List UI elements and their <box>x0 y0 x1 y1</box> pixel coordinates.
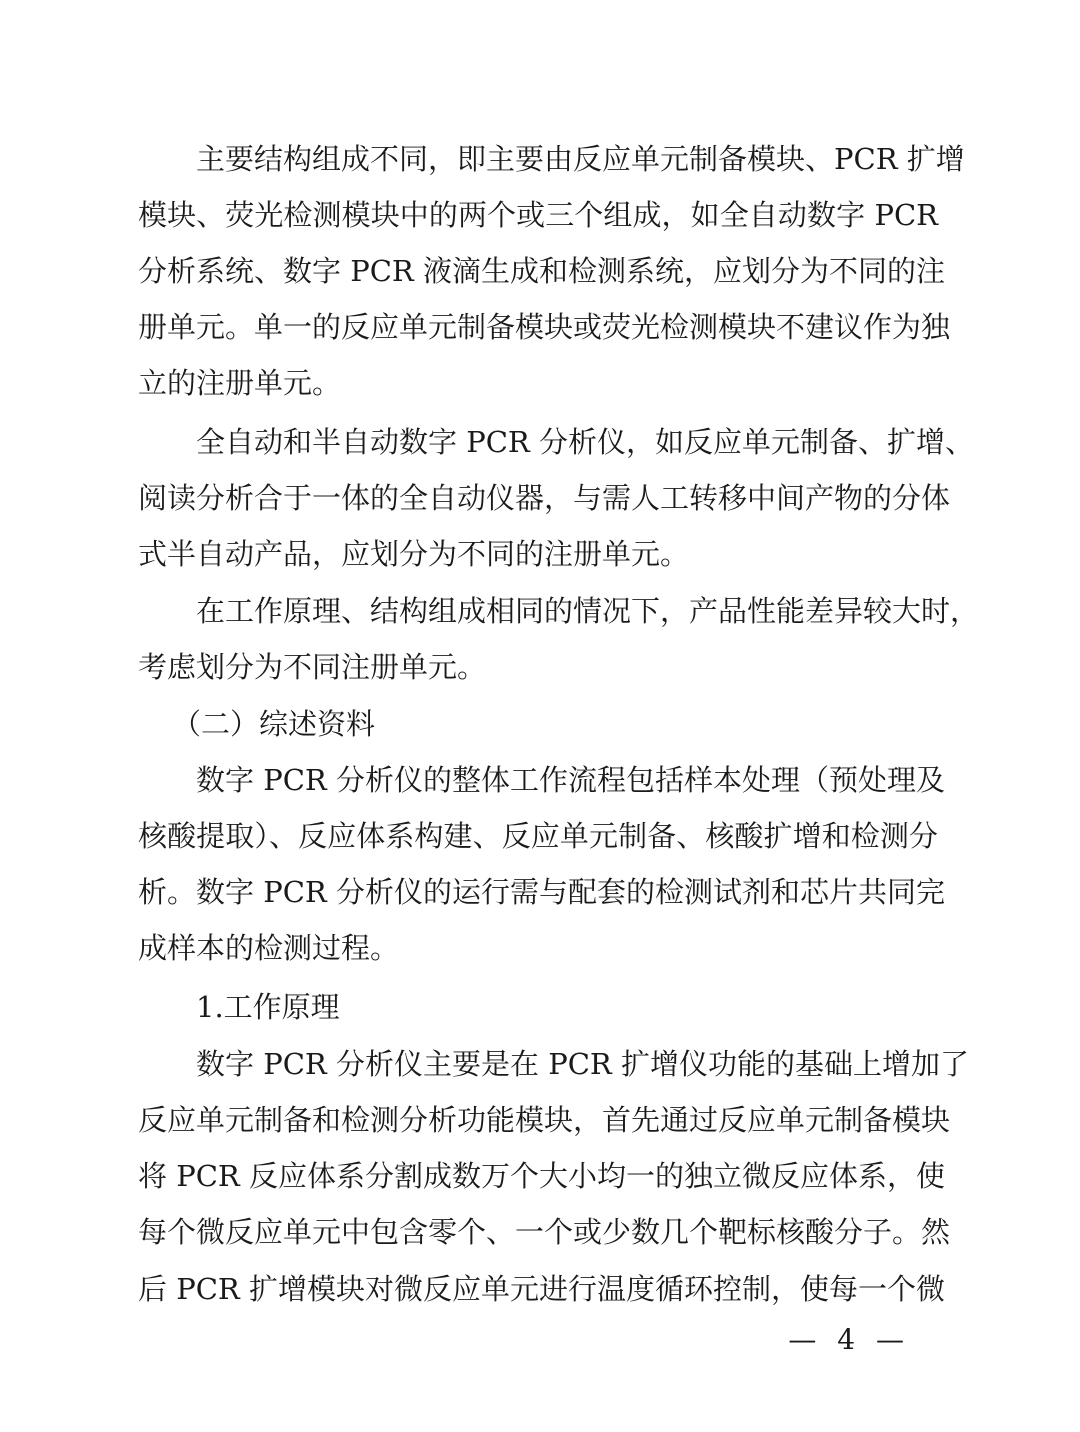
body-line: 主要结构组成不同，即主要由反应单元制备模块、PCR 扩增 <box>196 142 965 176</box>
body-line: 析。数字 PCR 分析仪的运行需与配套的检测试剂和芯片共同完 <box>138 875 945 909</box>
body-line: 成样本的检测过程。 <box>138 931 400 965</box>
body-line: 反应单元制备和检测分析功能模块，首先通过反应单元制备模块 <box>138 1103 951 1137</box>
body-line: 式半自动产品，应划分为不同的注册单元。 <box>138 537 690 571</box>
body-line: 后 PCR 扩增模块对微反应单元进行温度循环控制，使每一个微 <box>138 1272 945 1306</box>
body-line: 立的注册单元。 <box>138 366 342 400</box>
section-heading: （二）综述资料 <box>172 707 376 741</box>
body-line: 阅读分析合于一体的全自动仪器，与需人工转移中间产物的分体 <box>138 481 951 515</box>
body-line: 全自动和半自动数字 PCR 分析仪，如反应单元制备、扩增、 <box>196 425 974 459</box>
body-line: 数字 PCR 分析仪主要是在 PCR 扩增仪功能的基础上增加了 <box>196 1047 969 1081</box>
body-line: 在工作原理、结构组成相同的情况下，产品性能差异较大时， <box>196 594 980 628</box>
body-line: 每个微反应单元中包含零个、一个或少数几个靶标核酸分子。然 <box>138 1215 951 1249</box>
page-number: — 4 — <box>788 1323 910 1356</box>
body-line: 考虑划分为不同注册单元。 <box>138 650 487 684</box>
subsection-heading: 1.工作原理 <box>196 990 340 1024</box>
body-line: 模块、荧光检测模块中的两个或三个组成，如全自动数字 PCR <box>138 198 938 232</box>
body-line: 数字 PCR 分析仪的整体工作流程包括样本处理（预处理及 <box>196 763 945 797</box>
body-line: 将 PCR 反应体系分割成数万个大小均一的独立微反应体系，使 <box>138 1159 945 1193</box>
body-line: 核酸提取）、反应体系构建、反应单元制备、核酸扩增和检测分 <box>138 819 938 853</box>
body-line: 分析系统、数字 PCR 液滴生成和检测系统，应划分为不同的注 <box>138 254 945 288</box>
body-line: 册单元。单一的反应单元制备模块或荧光检测模块不建议作为独 <box>138 310 951 344</box>
